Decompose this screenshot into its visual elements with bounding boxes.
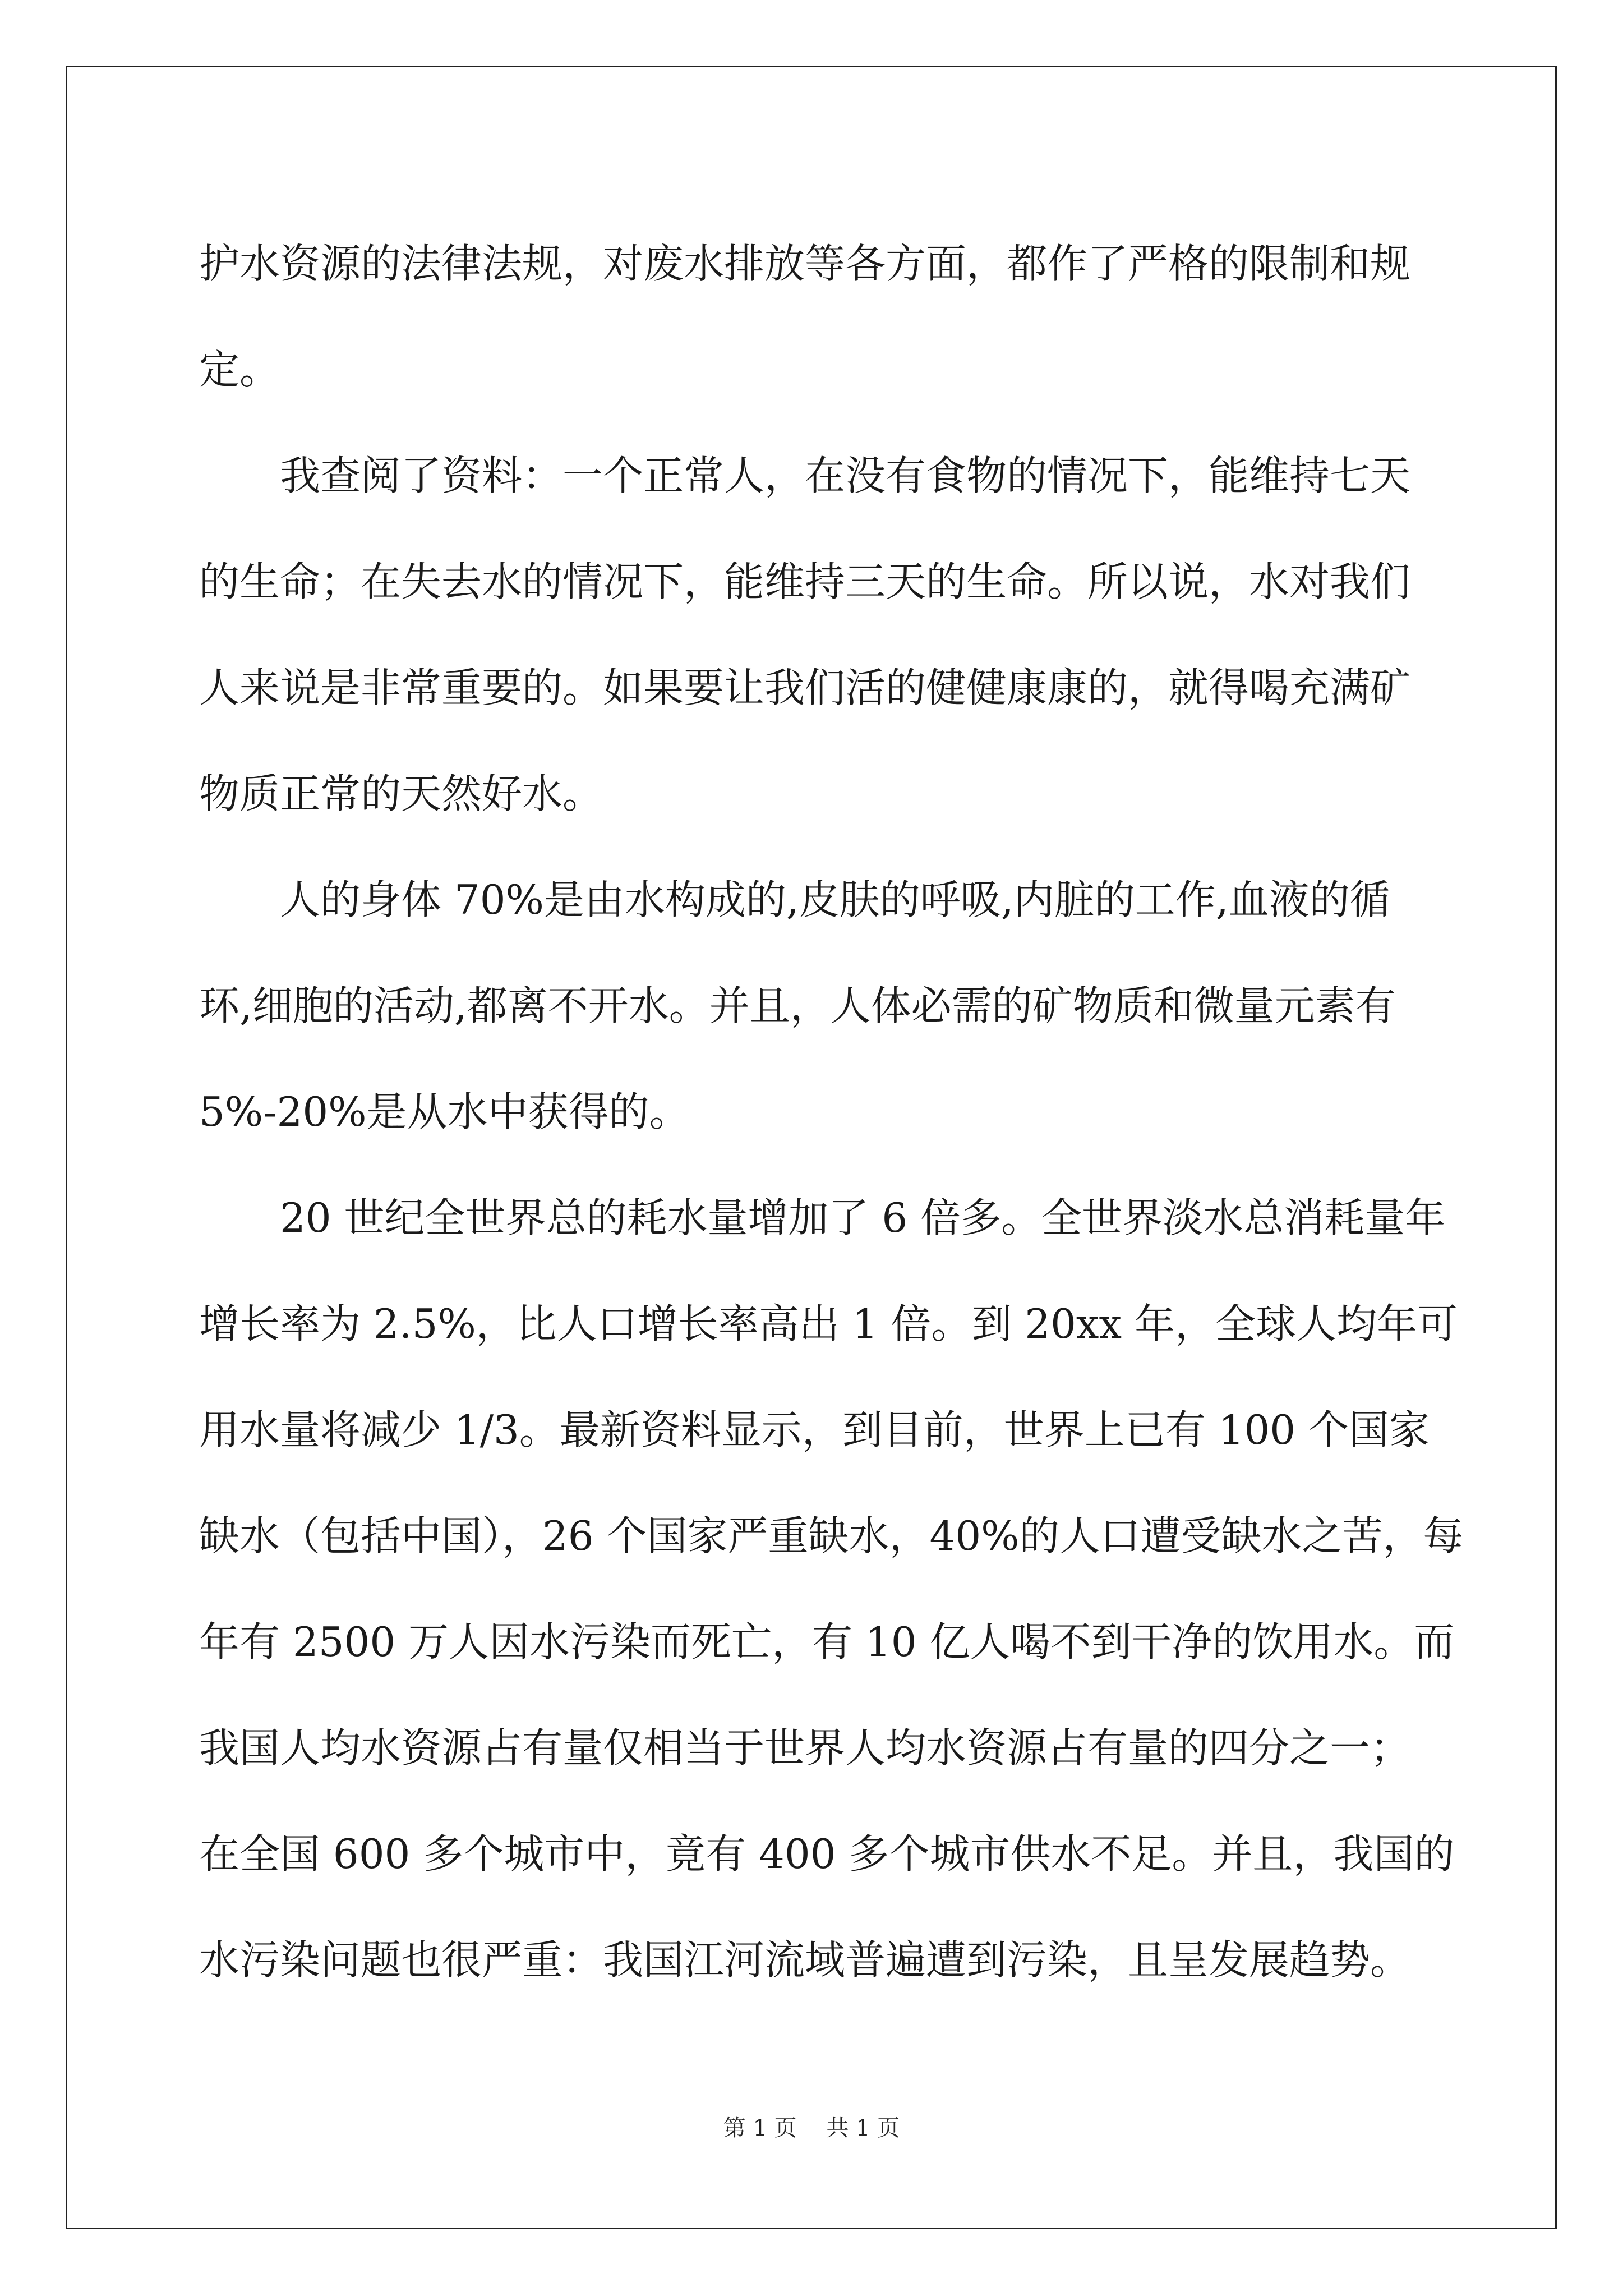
text-line: 20 世纪全世界总的耗水量增加了 6 倍多。全世界淡水总消耗量年 — [280, 1194, 1446, 1241]
text-line: 水污染问题也很严重：我国江河流域普遍遭到污染，且呈发展趋势。 — [199, 1936, 1411, 1984]
text-line: 环,细胞的活动,都离不开水。并且，人体必需的矿物质和微量元素有 — [199, 982, 1396, 1029]
page-footer — [0, 2113, 1623, 2144]
text-line: 人来说是非常重要的。如果要让我们活的健健康康的，就得喝充满矿 — [199, 664, 1411, 711]
text-line: 护水资源的法律法规，对废水排放等各方面，都作了严格的限制和规 — [199, 240, 1411, 287]
text-line: 5%-20%是从水中获得的。 — [199, 1088, 690, 1135]
text-line: 的生命；在失去水的情况下，能维持三天的生命。所以说，水对我们 — [199, 558, 1411, 605]
text-line: 我国人均水资源占有量仅相当于世界人均水资源占有量的四分之一； — [199, 1724, 1411, 1772]
paragraph-3 — [199, 847, 1433, 1165]
paragraph-2 — [199, 423, 1433, 847]
text-line: 我查阅了资料：一个正常人，在没有食物的情况下，能维持七天 — [280, 452, 1411, 499]
text-line: 物质正常的天然好水。 — [199, 770, 603, 817]
text-line: 缺水（包括中国），26 个国家严重缺水，40%的人口遭受缺水之苦，每 — [199, 1512, 1464, 1559]
paragraph-4 — [199, 1165, 1464, 2013]
page-total: 共 1 页 — [826, 2115, 900, 2141]
text-line: 年有 2500 万人因水污染而死亡，有 10 亿人喝不到干净的饮用水。而 — [199, 1618, 1455, 1665]
document-body — [199, 211, 1464, 2013]
text-line: 在全国 600 多个城市中，竟有 400 多个城市供水不足。并且，我国的 — [199, 1830, 1455, 1878]
text-line: 用水量将减少 1/3。最新资料显示，到目前，世界上已有 100 个国家 — [199, 1406, 1430, 1453]
text-line: 人的身体 70%是由水构成的,皮肤的呼吸,内脏的工作,血液的循 — [280, 876, 1390, 923]
paragraph-1 — [199, 211, 1433, 423]
page-number: 第 1 页 — [723, 2115, 797, 2141]
text-line: 定。 — [199, 346, 280, 393]
text-line: 增长率为 2.5%，比人口增长率高出 1 倍。到 20xx 年，全球人均年可 — [199, 1300, 1458, 1347]
